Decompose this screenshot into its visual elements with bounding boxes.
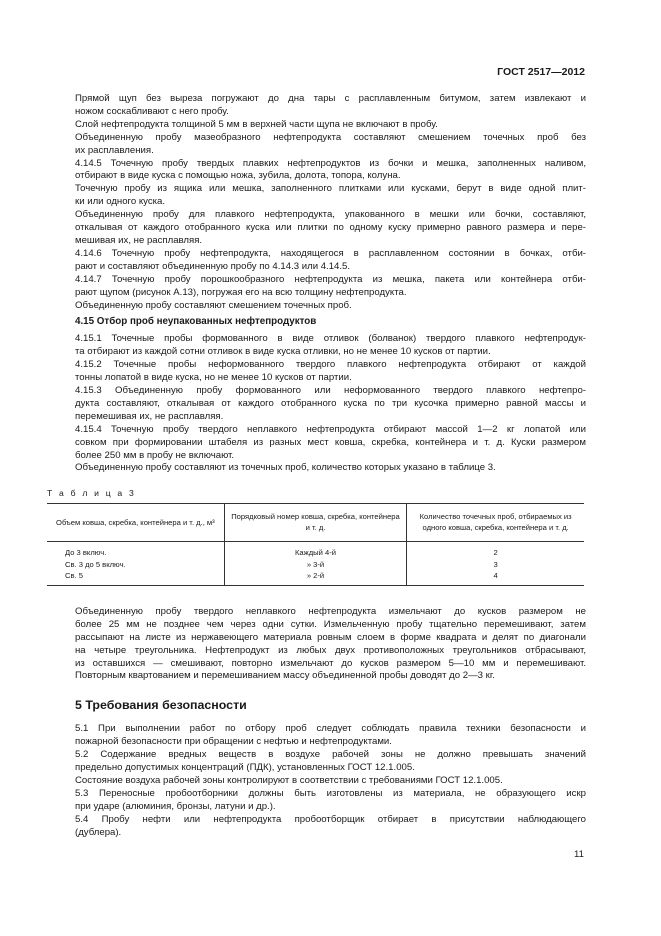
paragraph: [75, 119, 586, 132]
paragraph: [75, 158, 586, 184]
paragraph: [75, 132, 586, 158]
paragraph: [75, 788, 586, 814]
text-line: при ударе (алюминия, бронзы, латуни и др.).: [75, 800, 276, 812]
paragraph: [75, 385, 586, 424]
table-cell: » 3-й: [224, 559, 407, 571]
table-header-row: [47, 504, 584, 542]
table-cell: Св. 3 до 5 включ.: [65, 559, 126, 569]
text-line: отбирают в виде куска с помощью ножа, зубила, долота, топора, колуна.: [75, 170, 401, 182]
table-row: [47, 559, 584, 571]
text-line: 5.2 Содержание вредных веществ в воздухе рабочей зоны не должно превышать значений: [75, 749, 586, 761]
text-line: дукта составляют, откалывая от каждого отобранного куска по три кусочка примерно равной массы и: [75, 397, 586, 409]
text-line: 4.15.4 Точечную пробу твердого неплавкого нефтепродукта отбирают массой 1—2 кг лопатой или: [75, 423, 586, 435]
text-line: тонны лопатой в виде куска, но не менее 10 кусков от партии.: [75, 372, 352, 384]
text-line: Точечную пробу из ящика или мешка, заполненного плитками или кусками, берут в виде одной плит-: [75, 183, 586, 195]
table-cell: » 2-й: [224, 570, 407, 585]
text-line: рают и составляют объединенную пробу по 4.14.3 или 4.14.5.: [75, 260, 351, 272]
text-line: откалывая от каждого отобранного куска или плитки по одному куску примерно равного размера и пере-: [75, 222, 586, 234]
paragraphs-top: [75, 93, 586, 312]
text-line: 5.4 Пробу нефти или нефтепродукта пробоотборщик отбирает в присутствии наблюдающего: [75, 813, 586, 825]
text-line: Объединенную пробу составляют из точечных проб, количество которых указано в таблице 3.: [75, 462, 496, 474]
text-line: Повторным квартованием и перемешиванием массу объединенной пробы доводят до 2—3 кг.: [75, 670, 495, 682]
text-line: та отбирают из каждой сотни отливок в виде куска отливки, но не менее 10 кусков от партии.: [75, 346, 491, 358]
table-cell: До 3 включ.: [65, 548, 107, 558]
text-line: пожарной безопасности при обращении с нефтью и нефтепродуктами.: [75, 736, 392, 748]
text-line: рассыпают на листе из нержавеющего материала ровным слоем в форме квадрата и делят по диагонали: [75, 631, 586, 643]
text-line: 4.15.1 Точечные пробы формованного в виде отливок (болванок) твердого плавкого нефтепродук-: [75, 333, 586, 345]
paragraph: [75, 749, 586, 775]
text-line: (дублера).: [75, 826, 122, 838]
text-line: более 25 мм не позднее чем через одни сутки. Измельченную пробу тщательно перемешивают, затем: [75, 618, 586, 630]
table-cell: Каждый 4-й: [224, 542, 407, 559]
text-line: 4.14.5 Точечную пробу твердых плавких нефтепродуктов из бочки и мешка, заполненных наливом,: [75, 157, 586, 169]
page-number: 11: [574, 849, 584, 860]
paragraph: [75, 814, 586, 840]
paragraph: [75, 333, 586, 359]
table-3: [47, 503, 584, 586]
paragraph: [75, 274, 586, 300]
table-cell: Св. 5: [47, 570, 224, 585]
text-line: их расплавления.: [75, 144, 154, 156]
paragraph: [75, 209, 586, 248]
text-line: Объединенную пробу твердого неплавкого нефтепродукта измельчают до кусков размером не: [75, 605, 586, 617]
text-line: 5.1 При выполнении работ по отбору проб следует соблюдать правила техники безопасности и: [75, 723, 586, 735]
text-line: 4.15.3 Объединенную пробу формованного или неформованного твердого плавкого нефтепро-: [75, 385, 586, 397]
text-line: из оставшихся — смешивают, повторно измельчают до кусков размером 5—10 мм и перемешивают.: [75, 657, 586, 669]
paragraph: [75, 424, 586, 463]
text-line: Объединенную пробу для плавкого нефтепродукта, упакованного в мешки или бочки, составляют,: [75, 209, 586, 221]
paragraphs-5: [75, 723, 586, 839]
page-content: [47, 93, 586, 839]
paragraph: [75, 462, 586, 475]
text-line: на четыре треугольника. Нефтепродукт из любых двух противоположных треугольников отбрасывают,: [75, 644, 586, 656]
table-cell: 4: [407, 570, 584, 585]
text-line: ки или одного куска.: [75, 196, 166, 208]
text-line: Объединенную пробу мазеобразного нефтепродукта составляют смешением точечных проб без: [75, 131, 586, 143]
table-cell: 2: [407, 542, 584, 559]
text-line: 4.15.2 Точечные пробы неформованного твердого плавкого нефтепродукта отбирают от каждой: [75, 359, 586, 371]
paragraph: [75, 359, 586, 385]
paragraph: [75, 723, 586, 749]
paragraph: [75, 183, 586, 209]
text-line: 5.3 Переносные пробоотборники должны быть изготовлены из материала, не образующего искр: [75, 787, 586, 799]
text-line: совком при формировании штабеля из разных мест ковша, скребка, контейнера и т. д. Куски размером: [75, 436, 586, 448]
text-line: Прямой щуп без выреза погружают до дна тары с расплавленным битумом, затем извлекают и: [75, 93, 586, 104]
text-line: ножом соскабливают с него пробу.: [75, 105, 229, 117]
text-line: 4.14.7 Точечную пробу порошкообразного нефтепродукта из мешка, пакета или контейнера отби-: [75, 273, 586, 285]
paragraphs-4-15: [75, 333, 586, 475]
paragraph: [75, 606, 586, 683]
paragraph: [75, 775, 586, 788]
table-header-cell: Объем ковша, скребка, контейнера и т. д., м³: [47, 504, 224, 542]
text-line: мешивая их, не расплавляя.: [75, 234, 203, 246]
text-line: более 250 мм в пробу не включают.: [75, 449, 235, 461]
table-row: [47, 542, 584, 559]
table-header-cell: Порядковый номер ковша, скребка, контейнера и т. д.: [224, 504, 407, 542]
text-line: рают щупом (рисунок А.13), погружая его на всю толщину нефтепродукта.: [75, 286, 407, 298]
text-line: Слой нефтепродукта толщиной 5 мм в верхней части щупа не включают в пробу.: [75, 118, 438, 130]
table-row: [47, 570, 584, 585]
text-line: 4.14.6 Точечную пробу нефтепродукта, находящегося в расплавленном состоянии в бочках, отби-: [75, 247, 586, 259]
paragraph: [75, 300, 586, 313]
section-5-heading: 5 Требования безопасности: [75, 698, 247, 713]
section-4-15-heading: 4.15 Отбор проб неупакованных нефтепродуктов: [75, 316, 317, 328]
paragraph-after-table: [75, 606, 586, 683]
text-line: перемешивая их, не расплавляя.: [75, 410, 224, 422]
table-caption: Т а б л и ц а 3: [47, 488, 136, 499]
document-code: ГОСТ 2517—2012: [497, 66, 585, 78]
text-line: предельно допустимых концентраций (ПДК), установленных ГОСТ 12.1.005.: [75, 762, 415, 774]
paragraph: [75, 248, 586, 274]
table-cell: 3: [407, 559, 584, 571]
text-line: Объединенную пробу составляют смешением точечных проб.: [75, 299, 352, 311]
paragraph: [75, 93, 586, 119]
table-header-cell: Количество точечных проб, отбираемых из одного ковша, скребка, контейнера и т. д.: [407, 504, 584, 542]
text-line: Состояние воздуха рабочей зоны контролируют в соответствии с требованиями ГОСТ 12.1.005.: [75, 774, 503, 786]
